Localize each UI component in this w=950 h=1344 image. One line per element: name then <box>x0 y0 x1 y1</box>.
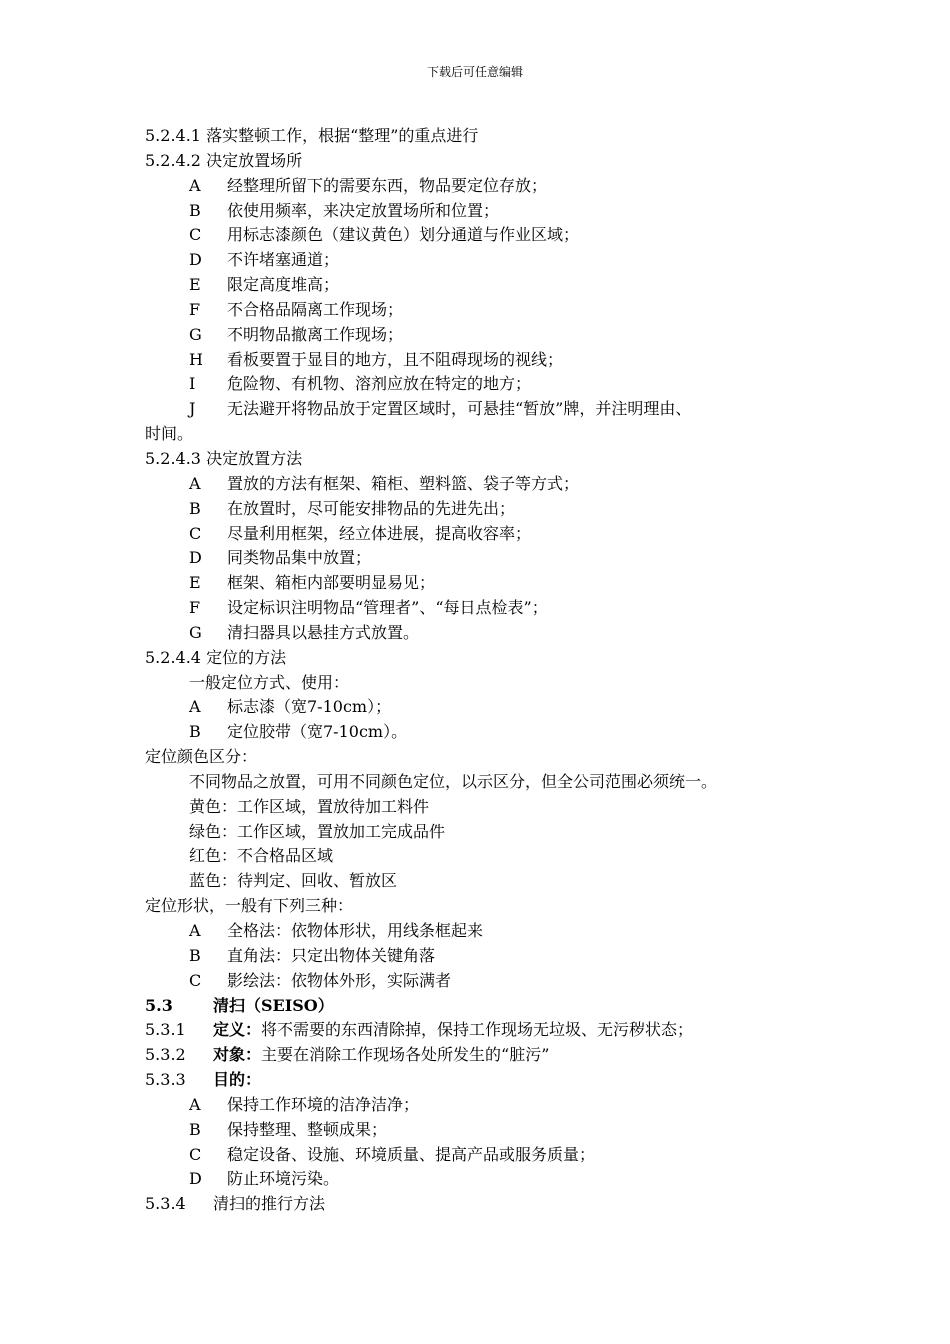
list-item <box>145 223 845 248</box>
subsection-line <box>145 1018 845 1043</box>
page-header: 下载后可任意编辑 <box>426 65 523 79</box>
list-item-text: 无法避开将物品放于定置区域时，可悬挂“暂放”牌，并注明理由、 <box>227 399 692 419</box>
list-item <box>145 174 845 199</box>
list-item <box>145 944 845 969</box>
subsection-text: 清扫的推行方法 <box>213 1194 326 1214</box>
list-item-text: 置放的方法有框架、箱柜、塑料篮、袋子等方式； <box>227 473 580 493</box>
section-heading <box>145 994 845 1019</box>
document-body <box>145 124 845 1217</box>
list-item-text: 限定高度堆高； <box>227 275 340 295</box>
list-item-text: 定位胶带（宽7-10cm）。 <box>227 722 408 742</box>
indented-line: 不同物品之放置，可用不同颜色定位，以示区分，但全公司范围必须统一。 <box>189 771 718 791</box>
list-item-text: 不许堵塞通道； <box>227 250 340 270</box>
indented-line: 黄色：工作区域，置放待加工料件 <box>189 796 430 816</box>
list-item-text: 保持工作环境的洁净洁净； <box>227 1094 420 1114</box>
list-item-text: 依使用频率，来决定放置场所和位置； <box>227 200 500 220</box>
list-marker: C <box>189 970 202 990</box>
list-marker: E <box>189 275 201 295</box>
text-line: 5.2.4.3 决定放置方法 <box>145 448 303 468</box>
list-item-text: 防止环境污染。 <box>227 1169 340 1189</box>
list-item-text: 影绘法：依物体外形，实际满者 <box>227 970 452 990</box>
list-marker: C <box>189 523 202 543</box>
list-item-text: 设定标识注明物品“管理者”、“每日点检表”； <box>227 598 548 618</box>
list-marker: I <box>189 374 196 394</box>
list-item-text: 在放置时，尽可能安排物品的先进先出； <box>227 498 516 518</box>
section-number: 5.3 <box>145 995 173 1015</box>
text-line: 定位形状，一般有下列三种： <box>145 896 354 916</box>
text-line: 5.2.4.2 决定放置场所 <box>145 150 303 170</box>
list-item <box>145 1093 845 1118</box>
list-marker: B <box>189 1119 201 1139</box>
list-marker: G <box>189 622 202 642</box>
subsection-text: 主要在消除工作现场各处所发生的“脏污” <box>261 1045 550 1065</box>
list-item-text: 清扫器具以悬挂方式放置。 <box>227 622 420 642</box>
section-title: 清扫（SEISO） <box>213 995 334 1015</box>
list-item <box>145 1118 845 1143</box>
list-marker: B <box>189 200 201 220</box>
list-marker: C <box>189 1144 202 1164</box>
list-marker: H <box>189 349 203 369</box>
list-marker: A <box>189 921 201 940</box>
list-marker: D <box>189 1169 202 1189</box>
list-item-text: 不明物品撤离工作现场； <box>227 324 404 344</box>
list-item-text: 框架、箱柜内部要明显易见； <box>227 573 436 593</box>
subsection-label: 目的： <box>213 1070 262 1090</box>
subsection-text: 将不需要的东西清除掉，保持工作现场无垃圾、无污秽状态； <box>261 1020 694 1040</box>
list-item <box>145 621 845 646</box>
list-item-text: 全格法：依物体形状，用线条框起来 <box>227 921 484 940</box>
list-marker: D <box>189 250 202 270</box>
subsection-number: 5.3.2 <box>145 1045 186 1065</box>
list-marker: A <box>189 697 201 717</box>
list-marker: C <box>189 225 202 245</box>
list-item <box>145 323 845 348</box>
list-marker: A <box>189 1094 201 1114</box>
list-item-text: 用标志漆颜色（建议黄色）划分通道与作业区域； <box>227 225 580 245</box>
indented-line: 绿色：工作区域，置放加工完成品件 <box>189 821 446 841</box>
subsection-number: 5.3.1 <box>145 1020 186 1040</box>
list-item-text: 尽量利用框架，经立体进展，提高收容率； <box>227 523 532 543</box>
indented-line: 一般定位方式、使用： <box>189 672 350 692</box>
list-item-text: 稳定设备、设施、环境质量、提高产品或服务质量； <box>227 1144 596 1164</box>
list-item-text: 直角法：只定出物体关键角落 <box>227 945 436 965</box>
subsection-label: 定义： <box>213 1020 262 1040</box>
list-item <box>145 919 845 944</box>
list-item <box>145 199 845 224</box>
subsection-line <box>145 1043 845 1068</box>
list-item-text: 同类物品集中放置； <box>227 548 372 568</box>
list-item <box>145 372 845 397</box>
subsection-label: 对象： <box>213 1045 262 1065</box>
list-item <box>145 596 845 621</box>
list-item <box>145 969 845 994</box>
list-item <box>145 472 845 497</box>
list-marker: G <box>189 324 202 344</box>
list-marker: F <box>189 299 201 319</box>
list-item <box>145 522 845 547</box>
list-item <box>145 248 845 273</box>
subsection-line <box>145 1068 845 1093</box>
indented-line: 红色：不合格品区域 <box>189 846 334 866</box>
subsection-number: 5.3.4 <box>145 1194 186 1214</box>
list-item <box>145 571 845 596</box>
list-item <box>145 348 845 373</box>
list-item-text: 保持整理、整顿成果； <box>227 1119 388 1139</box>
text-line: 时间。 <box>145 424 194 444</box>
text-line: 5.2.4.1 落实整顿工作，根据“整理”的重点进行 <box>145 126 479 145</box>
subsection-line <box>145 1192 845 1217</box>
list-marker: F <box>189 598 201 618</box>
list-item <box>145 298 845 323</box>
list-item-text: 看板要置于显目的地方，且不阻碍现场的视线； <box>227 349 564 369</box>
list-item <box>145 497 845 522</box>
text-line: 5.2.4.4 定位的方法 <box>145 647 287 667</box>
list-marker: B <box>189 498 201 518</box>
list-item <box>145 546 845 571</box>
list-item <box>145 273 845 298</box>
list-item <box>145 695 845 720</box>
subsection-number: 5.3.3 <box>145 1070 186 1090</box>
list-marker: J <box>189 399 196 419</box>
list-marker: B <box>189 722 201 742</box>
list-item-text: 不合格品隔离工作现场； <box>227 299 404 319</box>
list-item <box>145 1167 845 1192</box>
list-item-text: 经整理所留下的需要东西，物品要定位存放； <box>227 175 548 195</box>
list-marker: B <box>189 945 201 965</box>
text-line: 定位颜色区分： <box>145 747 258 767</box>
list-item-text: 标志漆（宽7-10cm）； <box>227 697 392 717</box>
list-marker: A <box>189 473 201 493</box>
list-item-text: 危险物、有机物、溶剂应放在特定的地方； <box>227 374 532 394</box>
indented-line: 蓝色：待判定、回收、暂放区 <box>189 871 398 891</box>
list-item <box>145 397 845 422</box>
list-marker: A <box>189 175 201 195</box>
list-item <box>145 1143 845 1168</box>
list-item <box>145 720 845 745</box>
list-marker: D <box>189 548 202 568</box>
list-marker: E <box>189 573 201 593</box>
